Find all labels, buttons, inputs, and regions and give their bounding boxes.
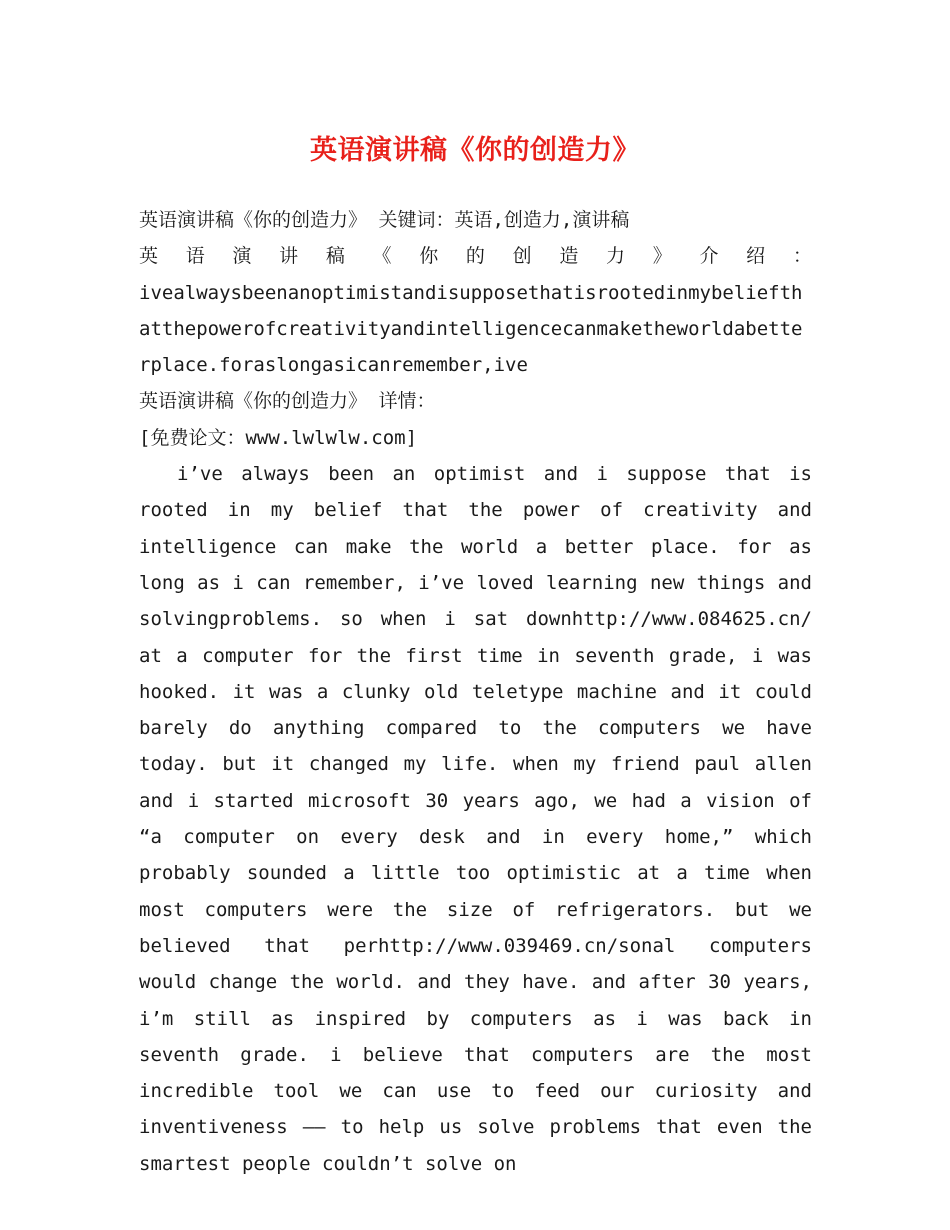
document-content [139, 202, 812, 1182]
intro-label-char: 英 [139, 245, 159, 268]
intro-label-char: 语 [185, 245, 205, 268]
intro-label-char: 演 [232, 245, 252, 268]
source-line: [免费论文：www.lwlwlw.com] [139, 426, 418, 449]
intro-label-char: 《 [372, 245, 392, 268]
body-paragraph: i’ve always been an optimist and i suppose that is rooted in my belief that the power of creativity and intelligence can make the world a better place. for as long as i can remember, i’ve loved learning new things and solvingproblems. so when i sat downhttp://www.084625.cn/ at a computer for the first time in seventh grade, i was hooked. it was a clunky old teletype machine and it could barely do anything compared to the computers we have today. but it changed my life. when my friend paul allen and i started microsoft 30 years ago, we had a vision of “a computer on every desk and in every home,” which probably sounded a little too optimistic at a time when most computers were the size of refrigerators. but we believed that perhttp://www.039469.cn/sonal computers would change the world. and they have. and after 30 years, i’m still as inspired by computers as i was back in seventh grade. i believe that computers are the most incredible tool we can use to feed our curiosity and inventiveness —— to help us solve problems that even the smartest people couldn’t solve on [139, 463, 812, 1175]
intro-label-char: 创 [512, 245, 532, 268]
intro-label [139, 238, 812, 274]
intro-label-char: 你 [419, 245, 439, 268]
details-label: 英语演讲稿《你的创造力》 详情： [139, 390, 436, 413]
intro-label-char: ： [792, 245, 812, 268]
intro-label-char: 》 [652, 245, 672, 268]
intro-label-char: 讲 [279, 245, 299, 268]
intro-text: ivealwaysbeenanoptimistandisupposethatisrootedinmybeliefthatthepowerofcreativityandintelligencecanmaketheworldabetterplace.foraslongasicanremember,ive [139, 281, 803, 377]
intro-label-char: 造 [559, 245, 579, 268]
intro-label-char: 的 [465, 245, 485, 268]
intro-label-char: 稿 [325, 245, 345, 268]
intro-label-char: 绍 [746, 245, 766, 268]
document-title: 英语演讲稿《你的创造力》 [310, 135, 640, 166]
intro-label-char: 力 [606, 245, 626, 268]
intro-label-char: 介 [699, 245, 719, 268]
keywords-line: 英语演讲稿《你的创造力》 关键词：英语,创造力,演讲稿 [139, 209, 630, 231]
